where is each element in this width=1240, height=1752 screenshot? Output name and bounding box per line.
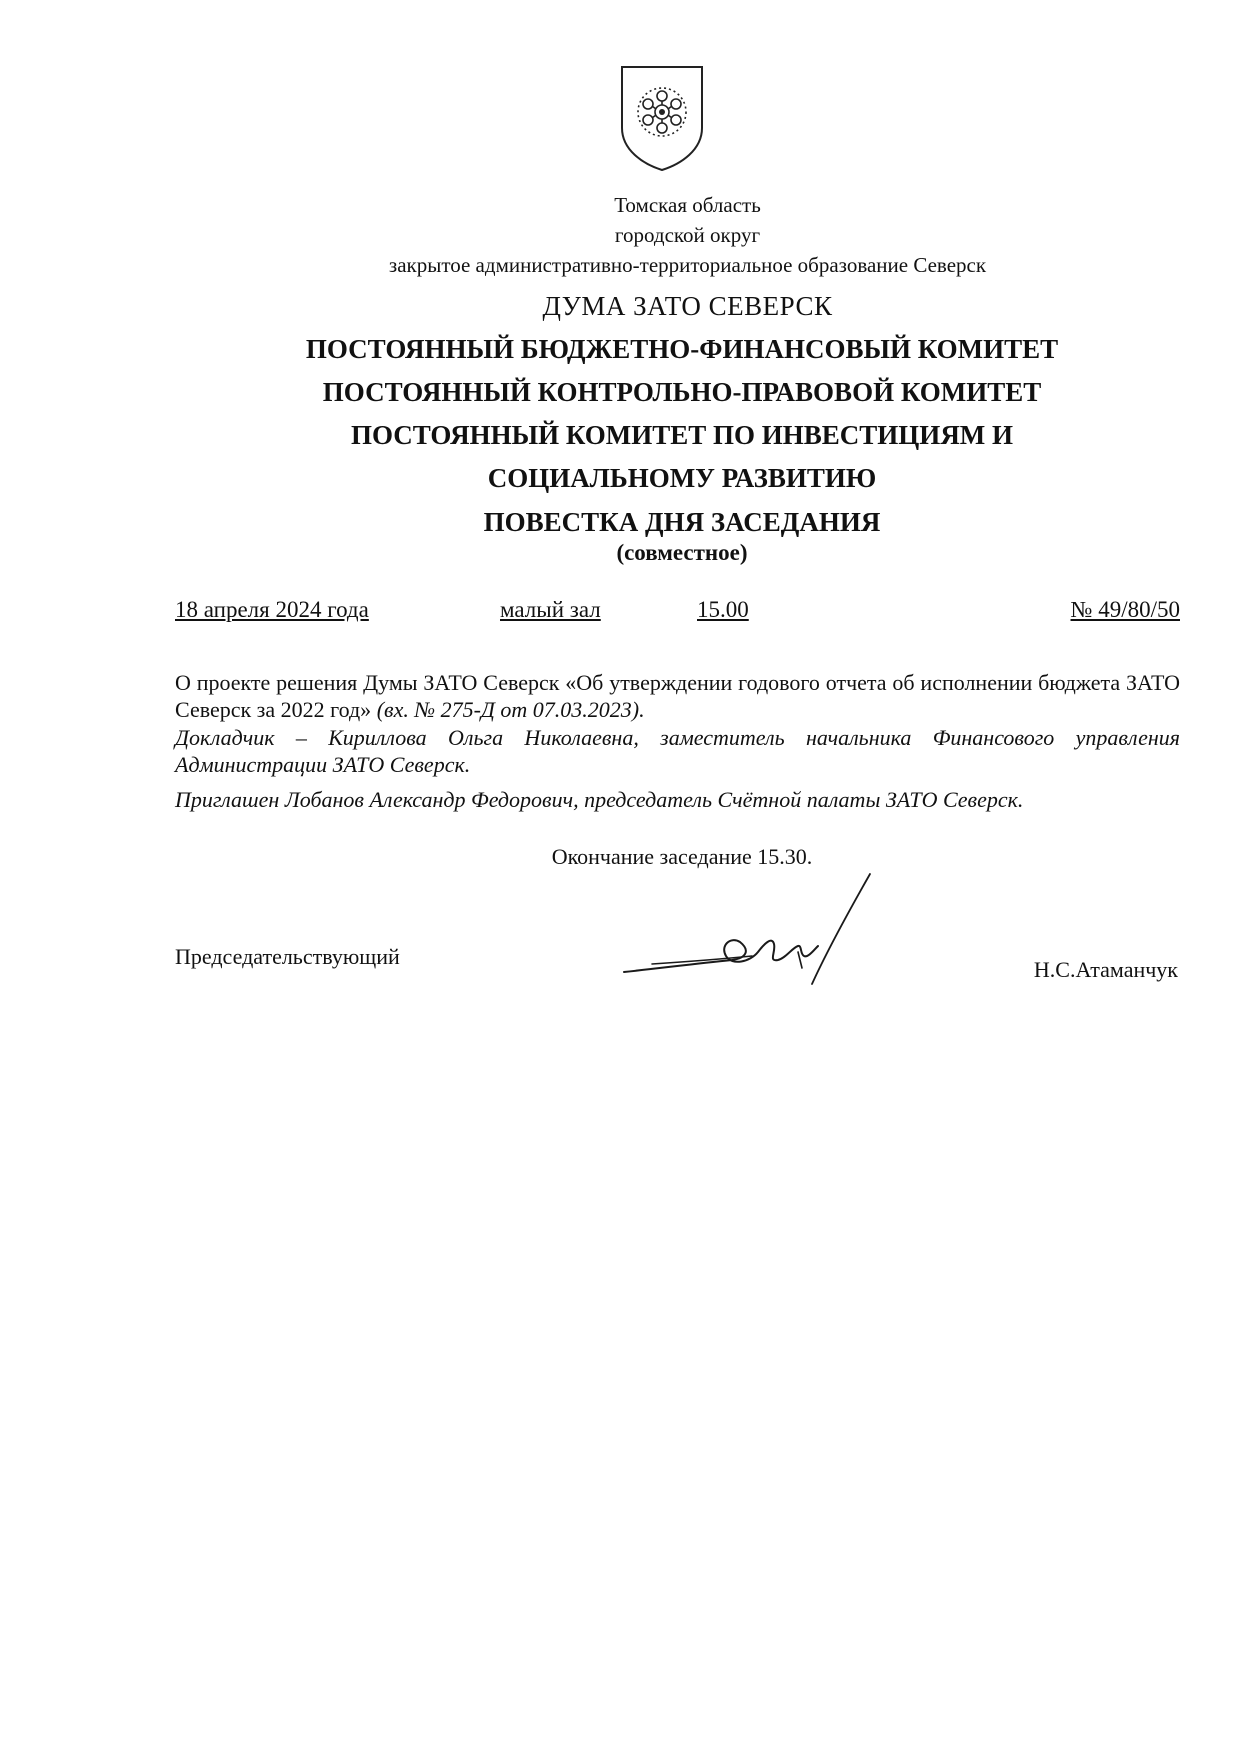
committee-investments: ПОСТОЯННЫЙ КОМИТЕТ ПО ИНВЕСТИЦИЯМ И bbox=[350, 420, 1014, 450]
agenda-item-text: О проекте решения Думы ЗАТО Северск «Об утверждении годового отчета об исполнении бюджета ЗАТО Северск за 2022 год» bbox=[175, 670, 1180, 722]
meeting-time: 15.00 bbox=[697, 597, 749, 622]
coat-of-arms-icon bbox=[619, 64, 705, 172]
duma-name: ДУМА ЗАТО СЕВЕРСК bbox=[542, 291, 833, 321]
committee-investments-cont: СОЦИАЛЬНОМУ РАЗВИТИЮ bbox=[487, 463, 877, 493]
zato-name: закрытое административно-территориальное образование Северск bbox=[388, 253, 987, 277]
signatory-name: Н.С.Атаманчук bbox=[1033, 957, 1178, 982]
agenda-subtitle: (совместное) bbox=[616, 540, 748, 565]
speaker-line: Докладчик – Кириллова Ольга Николаевна, заместитель начальника Финансового управления Администрации ЗАТО Северск. bbox=[175, 725, 1180, 777]
meeting-hall: малый зал bbox=[500, 597, 601, 622]
agenda-item bbox=[175, 669, 1180, 723]
signature-icon bbox=[622, 872, 872, 992]
district-name: городской округ bbox=[614, 223, 761, 247]
invited-line: Приглашен Лобанов Александр Федорович, председатель Счётной палаты ЗАТО Северск. bbox=[175, 787, 1024, 812]
agenda-title: ПОВЕСТКА ДНЯ ЗАСЕДАНИЯ bbox=[483, 507, 881, 537]
committee-legal: ПОСТОЯННЫЙ КОНТРОЛЬНО-ПРАВОВОЙ КОМИТЕТ bbox=[322, 377, 1042, 407]
agenda-item-ref: (вх. № 275-Д от 07.03.2023). bbox=[371, 697, 645, 722]
region-name: Томская область bbox=[614, 193, 761, 217]
closing-line: Окончание заседание 15.30. bbox=[551, 844, 813, 869]
meeting-number: № 49/80/50 bbox=[1070, 597, 1180, 622]
committee-budget: ПОСТОЯННЫЙ БЮДЖЕТНО-ФИНАНСОВЫЙ КОМИТЕТ bbox=[305, 334, 1059, 364]
meeting-date: 18 апреля 2024 года bbox=[175, 597, 369, 622]
signatory-role: Председательствующий bbox=[175, 944, 400, 969]
